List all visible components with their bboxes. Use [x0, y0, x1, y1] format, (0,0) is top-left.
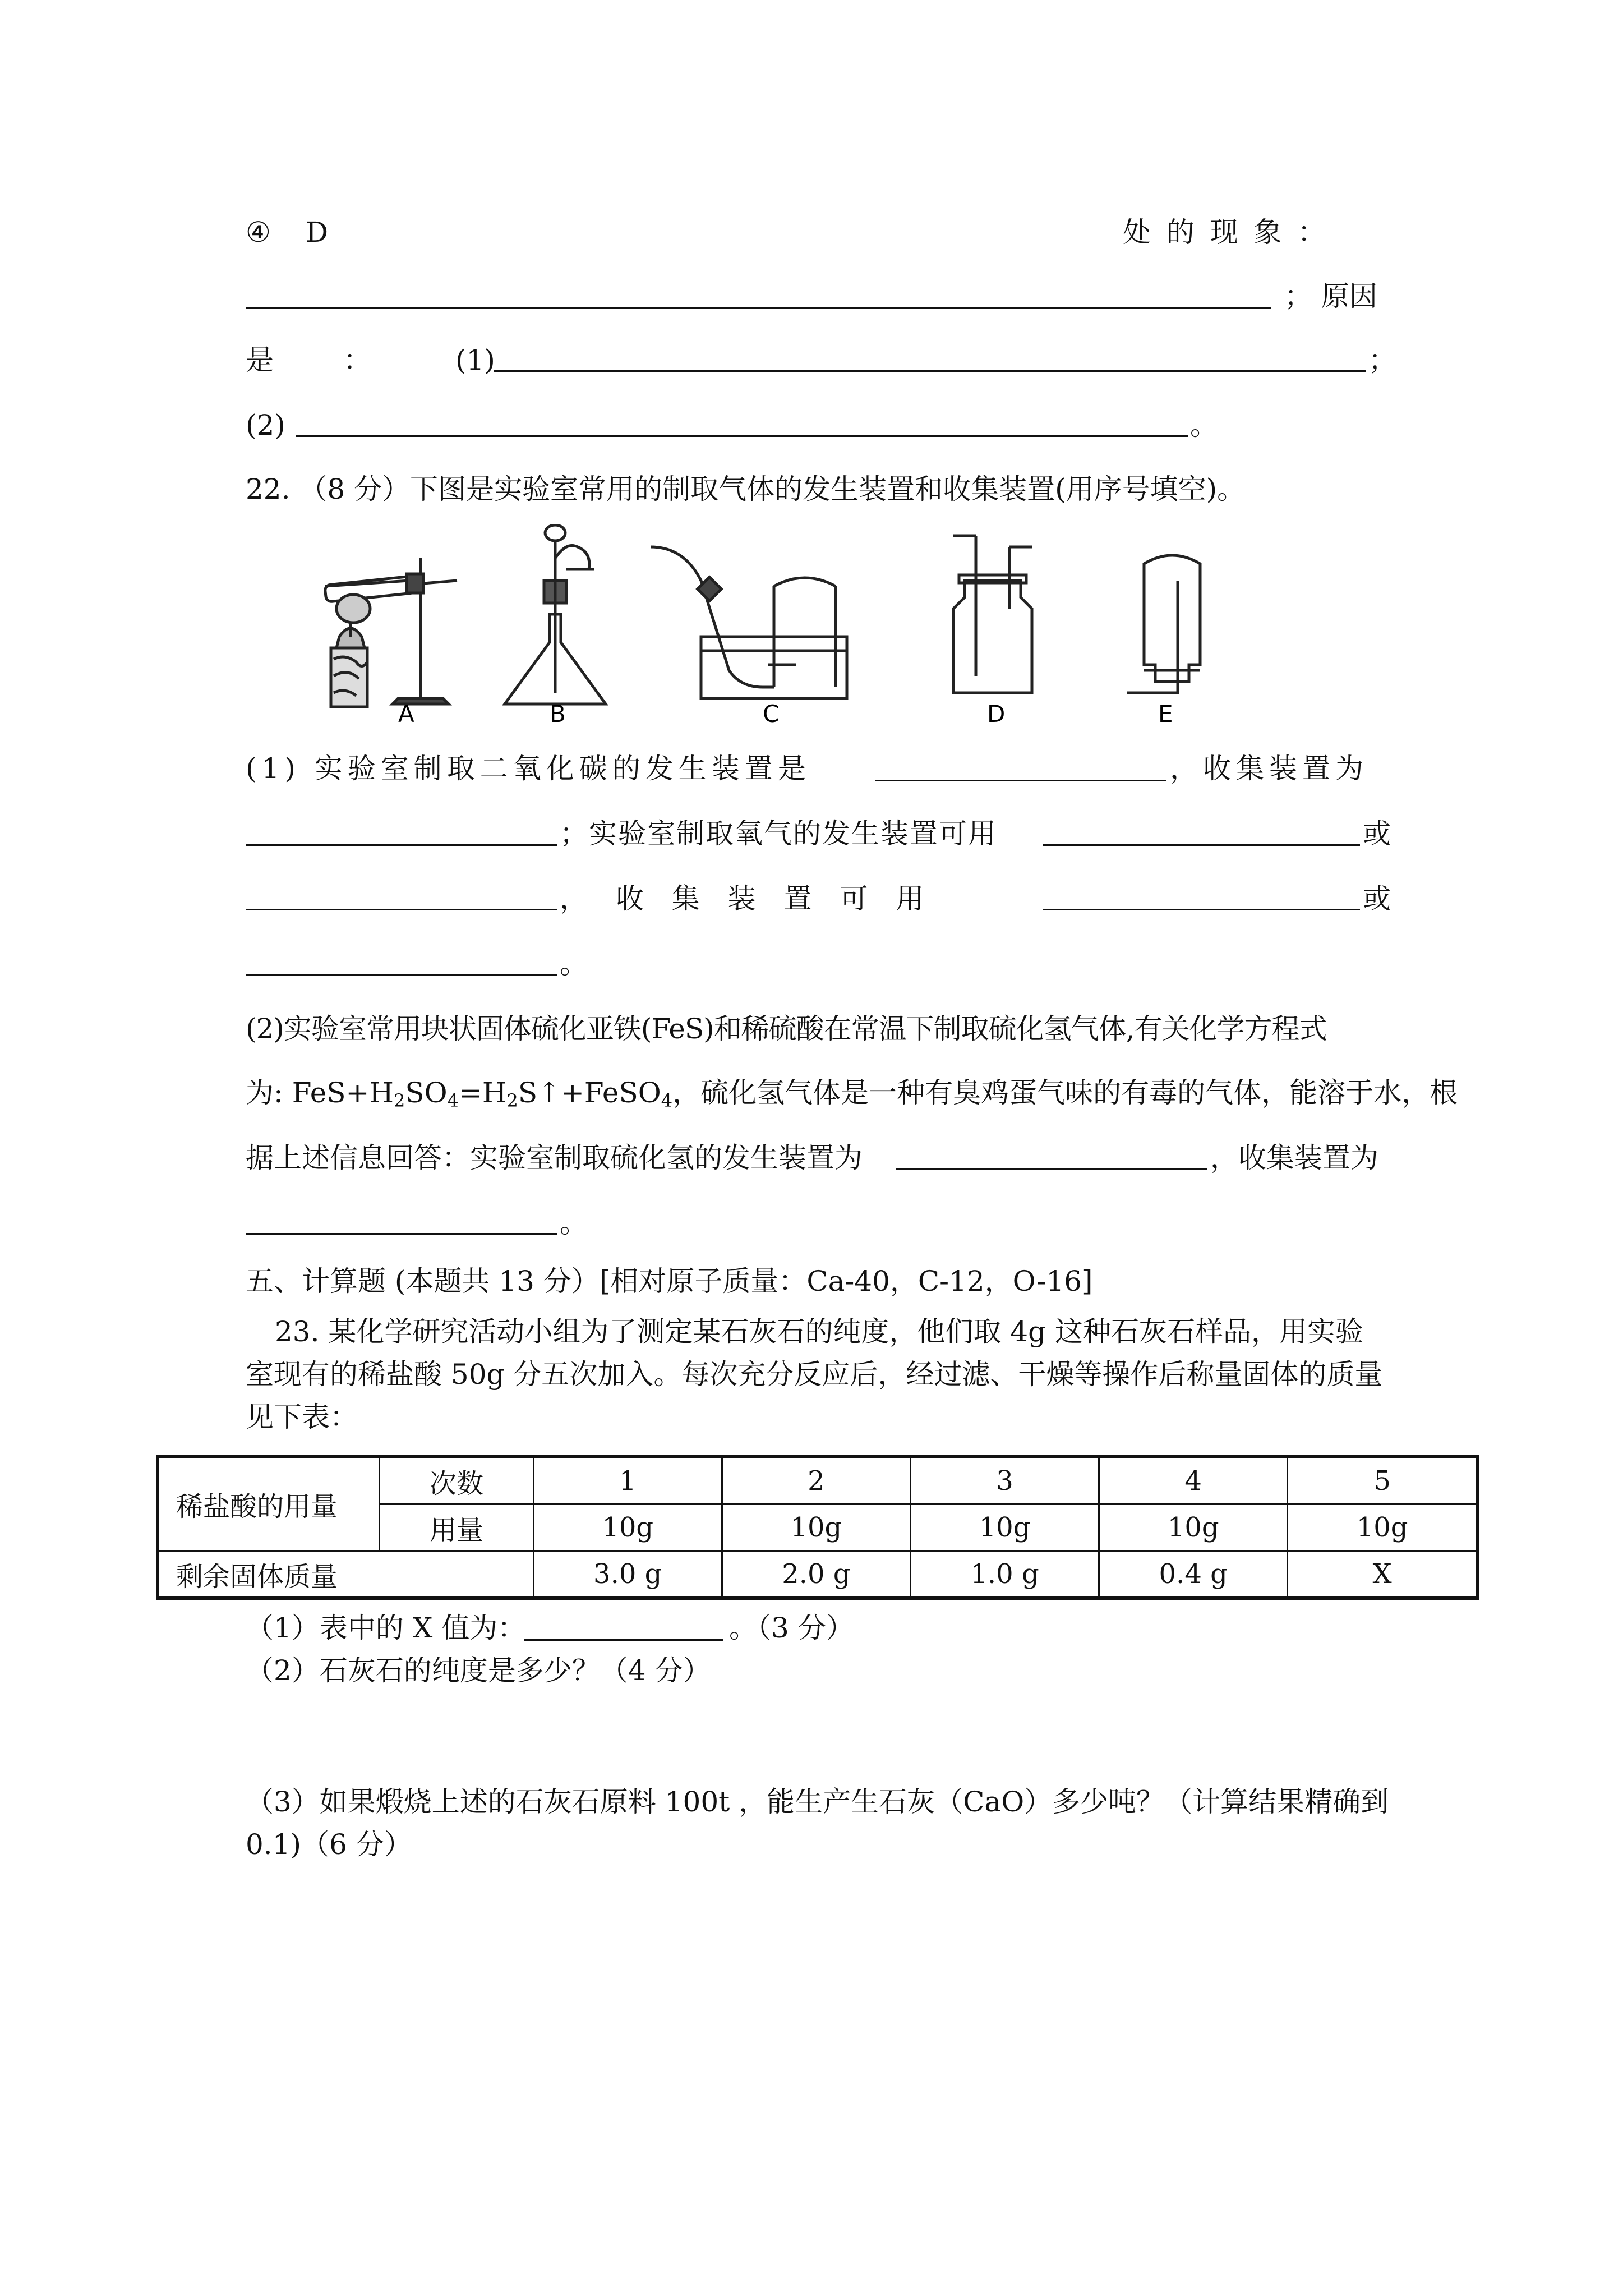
answer-blank-o2-generator2[interactable] — [246, 909, 557, 910]
table-cell: 5 — [1288, 1457, 1478, 1504]
table-cell: 2.0 g — [722, 1551, 910, 1599]
table-cell: 10g — [533, 1504, 722, 1551]
reason-part1-label: (1) — [455, 344, 495, 376]
apparatus-diagram — [314, 524, 1267, 726]
q23-sub2: （2）石灰石的纯度是多少？（4 分） — [246, 1654, 711, 1687]
answer-blank-reason1[interactable] — [494, 370, 1366, 372]
equation-sub4: 4 — [661, 1090, 673, 1111]
item4-number: ④ — [246, 216, 271, 249]
data-table — [156, 1455, 1479, 1600]
q22-part1-intro: (1) 实验室制取二氧化碳的发生装置是 — [246, 752, 811, 785]
q22-part2-line3a: 据上述信息回答：实验室制取硫化氢的发生装置为 — [246, 1142, 863, 1174]
answer-blank-co2-generator[interactable] — [875, 780, 1166, 781]
equation-part-b: SO — [405, 1076, 448, 1109]
q22-part1-collect: ，收集装置为 — [1170, 752, 1368, 785]
apparatus-b-icon — [505, 525, 606, 704]
table-cell: 1.0 g — [910, 1551, 1099, 1599]
q23-line1: 23. 某化学研究活动小组为了测定某石灰石的纯度，他们取 4g 这种石灰石样品，用实验 — [275, 1315, 1364, 1348]
reason-part2-label: (2) — [246, 409, 285, 441]
equation-sub2: 4 — [447, 1090, 459, 1111]
apparatus-d-icon — [953, 536, 1032, 693]
answer-blank-reason2[interactable] — [296, 435, 1188, 437]
q23-line3: 见下表： — [246, 1401, 358, 1433]
equation-part-c: =H — [459, 1076, 507, 1109]
reason-colon: ： — [343, 344, 371, 376]
q23-sub1-label: （1）表中的 X 值为： — [246, 1612, 526, 1644]
table-cell: 3.0 g — [533, 1551, 722, 1599]
apparatus-c-icon — [651, 547, 847, 698]
equation-part-e: ，硫化氢气体是一种有臭鸡蛋气味的有毒的气体，能溶于水，根 — [672, 1076, 1458, 1109]
reason2-period: 。 — [1190, 409, 1218, 441]
equation-part-d: S↑+FeSO — [518, 1076, 661, 1109]
reason-shi: 是 — [246, 344, 274, 376]
q23-line2: 室现有的稀盐酸 50g 分五次加入。每次充分反应后，经过滤、干燥等操作后称量固体的质量 — [246, 1358, 1383, 1391]
q22-part2-line3b: ，收集装置为 — [1210, 1142, 1378, 1174]
answer-blank-x-value[interactable] — [524, 1639, 723, 1641]
apparatus-label-d: D — [987, 700, 1006, 726]
table-cell: 10g — [722, 1504, 910, 1551]
table-cell: 10g — [910, 1504, 1099, 1551]
table-row-solids — [158, 1551, 1478, 1599]
q22-part1-collect2: ， 收 集 装 置 可 用 — [560, 882, 934, 915]
item4-phenomenon-label: 处 的 现 象 ： — [1123, 216, 1329, 249]
table-cell: 10g — [1288, 1504, 1478, 1551]
reason1-semicolon: ； — [1368, 344, 1396, 376]
apparatus-e-icon — [1127, 555, 1200, 693]
q23-sub1-points: 。（3 分） — [729, 1612, 854, 1644]
apparatus-label-b: B — [550, 700, 566, 726]
sub-header-amount: 用量 — [380, 1504, 533, 1551]
q22-part2-line1: (2)实验室常用块状固体硫化亚铁(FeS)和稀硫酸在常温下制取硫化氢气体,有关化学方程式 — [246, 1013, 1327, 1045]
answer-blank-co2-collector[interactable] — [246, 844, 557, 846]
table-cell: X — [1288, 1551, 1478, 1599]
answer-blank-o2-collector1[interactable] — [1043, 909, 1360, 910]
answer-blank-phenomenon[interactable] — [246, 307, 1271, 309]
q22-part1-or1: 或 — [1363, 817, 1391, 850]
apparatus-label-c: C — [763, 700, 780, 726]
answer-blank-o2-collector2[interactable] — [246, 974, 557, 976]
equation-sub1: 2 — [394, 1090, 405, 1111]
q22-part1-period: 。 — [560, 947, 588, 980]
table-row-times — [158, 1457, 1478, 1504]
section5-title: 五、计算题 (本题共 13 分）[相对原子质量：Ca-40，C-12，O-16] — [246, 1265, 1093, 1297]
apparatus-a-icon — [325, 558, 457, 707]
table-cell: 2 — [722, 1457, 910, 1504]
q22-part2-period: 。 — [560, 1207, 588, 1239]
q22-part2-line2 — [246, 1076, 1458, 1110]
table-cell: 3 — [910, 1457, 1099, 1504]
answer-blank-h2s-generator[interactable] — [896, 1168, 1207, 1170]
sub-header-times: 次数 — [380, 1457, 533, 1504]
q23-sub3-line1: （3）如果煅烧上述的石灰石原料 100t ，能生产生石灰（CaO）多少吨？（计算结果精确到 — [246, 1786, 1389, 1818]
equation-part-a: 为: FeS+H — [246, 1076, 394, 1109]
reason-label: ； 原因 — [1284, 280, 1377, 312]
apparatus-label-a: A — [398, 700, 414, 726]
table-cell: 10g — [1099, 1504, 1288, 1551]
q23-sub3-line2: 0.1)（6 分） — [246, 1828, 412, 1861]
table-cell: 1 — [533, 1457, 722, 1504]
answer-blank-o2-generator1[interactable] — [1043, 844, 1360, 846]
table-cell: 0.4 g — [1099, 1551, 1288, 1599]
table-cell: 4 — [1099, 1457, 1288, 1504]
q22-part1-or2: 或 — [1363, 882, 1391, 915]
q22-title: 22. （8 分）下图是实验室常用的制取气体的发生装置和收集装置(用序号填空)。 — [246, 473, 1246, 505]
apparatus-label-e: E — [1158, 700, 1173, 726]
q22-part1-oxygen: ；实验室制取氧气的发生装置可用 — [560, 817, 997, 850]
item4-label-d: D — [306, 216, 329, 249]
equation-sub3: 2 — [506, 1090, 518, 1111]
row-header-acid: 稀盐酸的用量 — [158, 1457, 380, 1551]
row-header-solid: 剩余固体质量 — [158, 1551, 533, 1599]
answer-blank-h2s-collector[interactable] — [246, 1233, 557, 1235]
